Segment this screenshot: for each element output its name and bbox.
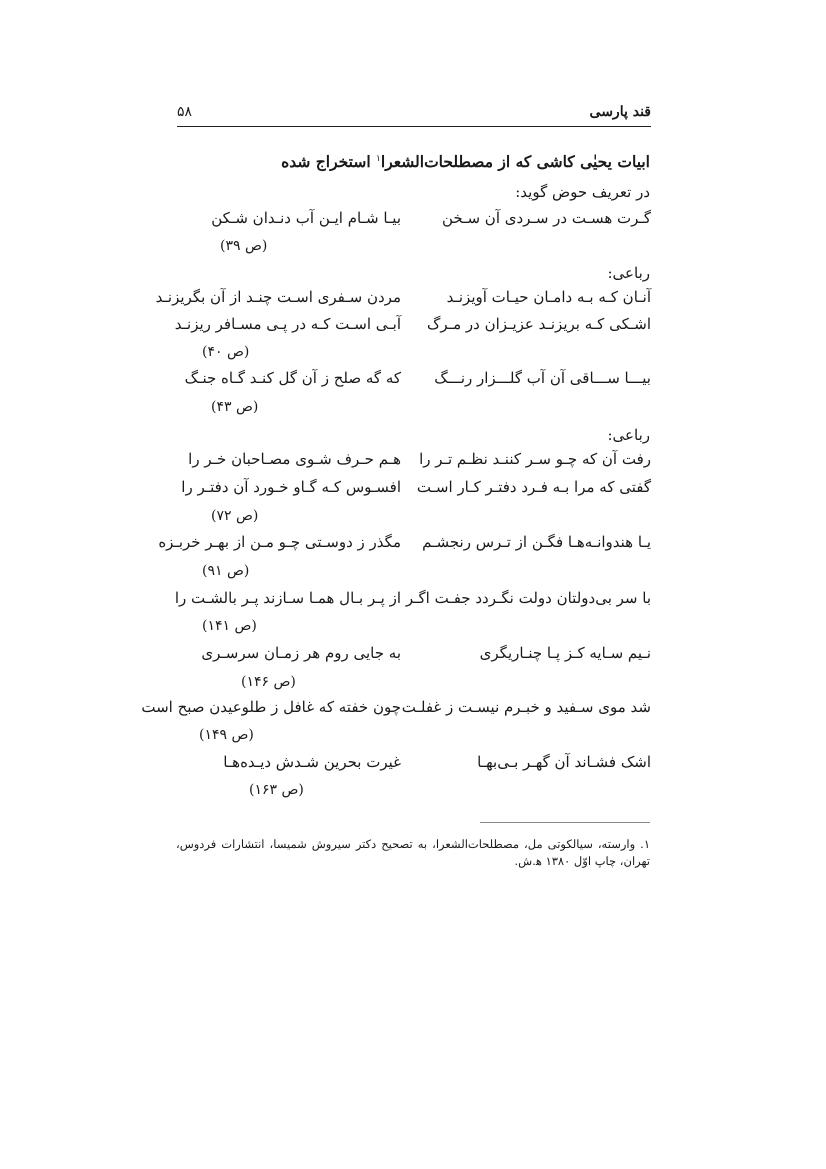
page-ref: (ص ۱۴۹) (199, 727, 254, 743)
verse-a: یـا هندوانـه‌هـا فگـن از تـرس رنجشـم (422, 533, 651, 551)
book-title: قند پارسی (589, 104, 651, 120)
page-ref: (ص ۷۲) (211, 508, 259, 524)
label-hooz: در تعریف حوض گوید: (515, 183, 650, 201)
verse-a: گـرت هسـت در سـردی آن سـخن (441, 209, 651, 227)
verse-a: آنـان کـه بـه دامـان حیـات آویزنـد (446, 288, 651, 306)
heading-text: ابیات یحیٰی کاشی که از مصطلحات‌الشعرا (380, 152, 650, 171)
verse-b: آبـی اسـت کـه در پـی مسـافر ریزنـد (174, 315, 401, 333)
verse-b: بیـا شـام ایـن آب دنـدان شـکن (211, 209, 401, 227)
verse-a: نـیم سـایه کـز پـا چنـاریگری (479, 644, 651, 662)
verse-b: غیرت بحرین شـدش دیـده‌هـا (223, 753, 401, 771)
verse-b: از پـر بـال همـا سـازند پـر بالشـت را (174, 589, 401, 607)
verse-a: اشک فشـاند آن گهـر بـی‌بهـا (477, 753, 651, 771)
verse-a: بیـــا ســـاقی آن آب گلـــزار رنـــگ (434, 369, 651, 387)
page-ref: (ص ۴۳) (211, 399, 259, 415)
verse-a: رفت آن که چـو سـر کننـد نظـم تـر را (419, 450, 651, 468)
verse-b: که گه صلح ز آن گل کنـد گـاه جنـگ (184, 369, 401, 387)
footnote-mark: ۱ (376, 153, 381, 164)
footnote-rule (480, 822, 650, 823)
section-heading (281, 152, 650, 171)
rubai-label-2: رباعی: (607, 426, 650, 444)
verse-a: اشـکی کـه بریزنـد عزیـزان در مـرگ (427, 315, 651, 333)
verse-a: با سر بی‌دولتان دولت نگـردد جفـت اگـر (405, 589, 651, 607)
heading-suffix: استخراج شده (281, 152, 377, 171)
verse-b: هـم حـرف شـوی مصـاحبان خـر را (188, 450, 401, 468)
page-ref: (ص ۹۱) (202, 563, 250, 579)
page-ref: (ص ۱۴۱) (202, 618, 257, 634)
page-ref: (ص ۱۶۳) (249, 782, 304, 798)
verse-a: گفتی که مرا بـه فـرد دفتـر کـار اسـت (416, 478, 651, 496)
verse-b: چون خفته که غافل ز طلوعیدن صبح است (141, 698, 401, 716)
page-ref: (ص ۴۰) (202, 344, 250, 360)
verse-a: شد موی سـفید و خبـرم نیسـت ز غفلـت (401, 698, 651, 716)
verse-b: به جایی روم هر زمـان سرسـری (201, 644, 401, 662)
verse-b: مگذر ز دوسـتی چـو مـن از بهـر خربـزه (158, 533, 401, 551)
verse-b: افسـوس کـه گـاو خـورد آن دفتـر را (181, 478, 401, 496)
page-ref: (ص ۳۹) (220, 238, 268, 254)
page-number: ۵۸ (177, 104, 193, 120)
running-header (177, 104, 651, 126)
verse-b: مردن سـفری اسـت چنـد از آن بگریزنـد (155, 288, 401, 306)
rubai-label-1: رباعی: (607, 264, 650, 282)
footnote: ۱. وارسته، سیالکوتی مل، مصطلحات‌الشعرا، به تصحیح دکتر سیروش شمیسا، انتشارات فردوس، تهران، چاپ اوّل ۱۳۸۰ ه‍.ش. (176, 837, 650, 868)
header-rule (177, 126, 651, 127)
page-ref: (ص ۱۴۶) (241, 674, 296, 690)
